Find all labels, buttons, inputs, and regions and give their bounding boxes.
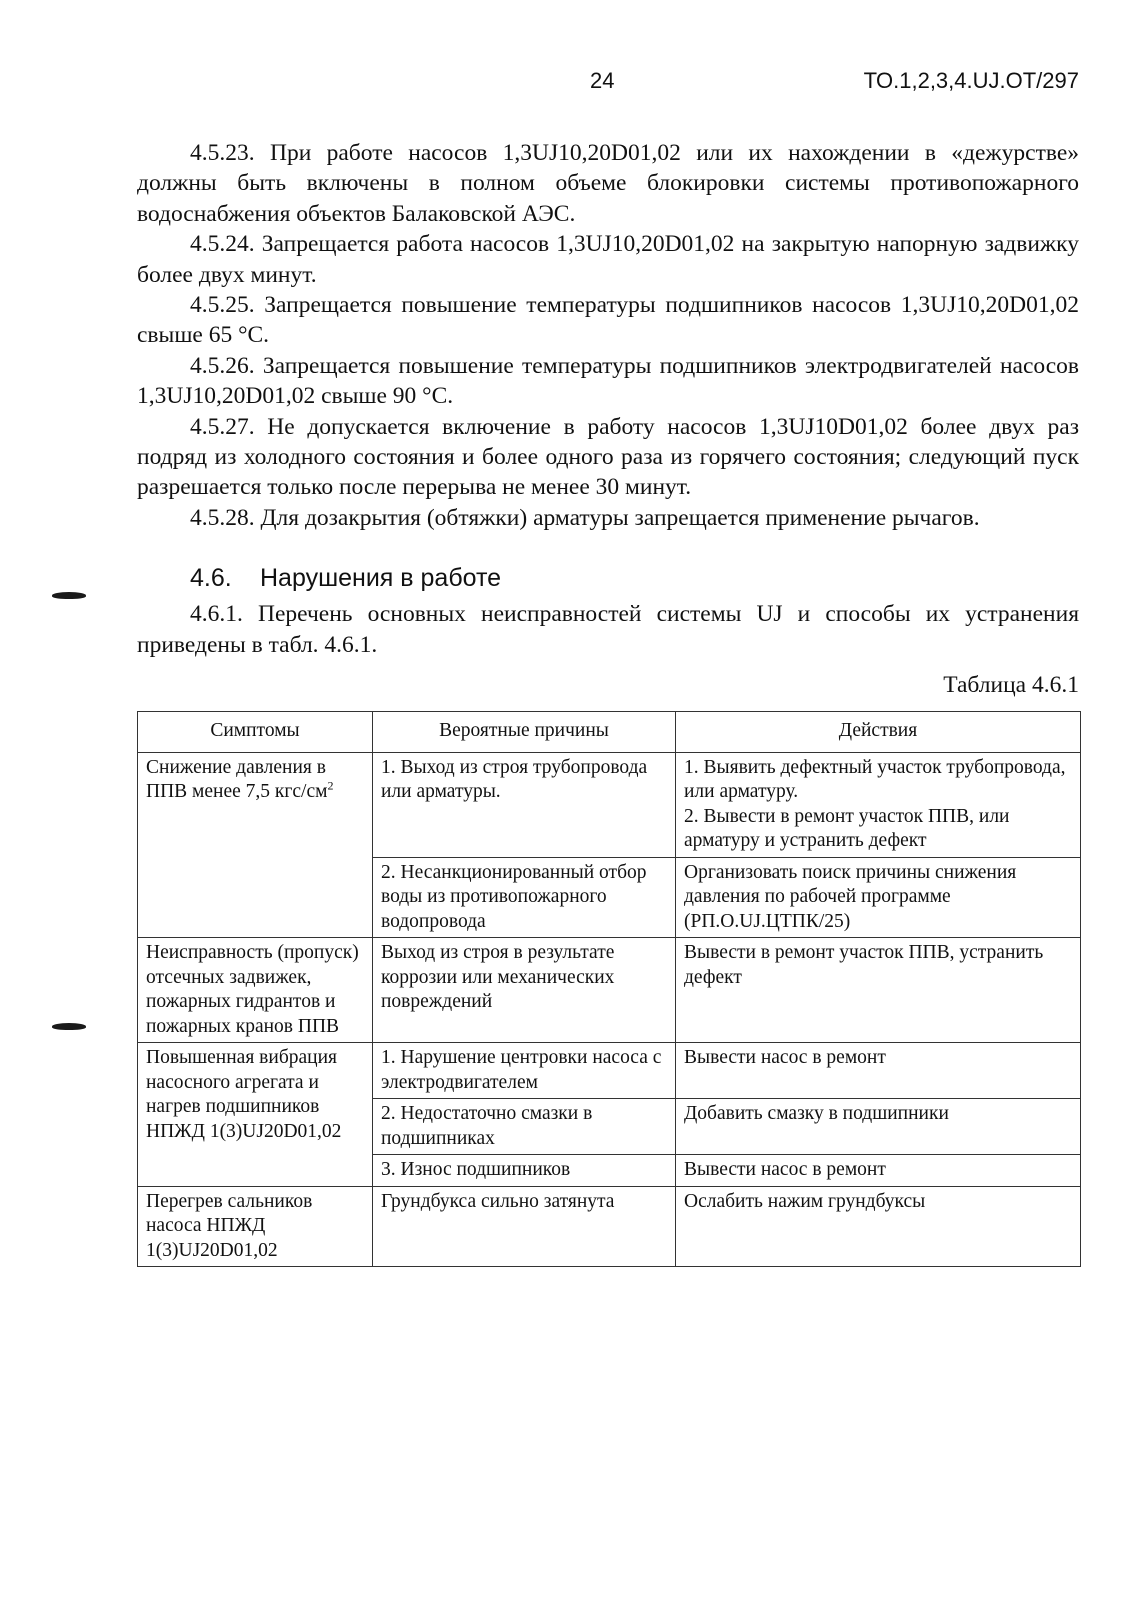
faults-table [137, 711, 1081, 1268]
cause-cell: 2. Недостаточно смазки в подшипниках [373, 1099, 676, 1155]
table-row [138, 1186, 1081, 1267]
action-cell: Добавить смазку в подшипники [676, 1099, 1081, 1155]
cause-cell: Грундбукса сильно затянута [373, 1186, 676, 1267]
symptom-cell: Перегрев сальников насоса НПЖД 1(3)UJ20D01,02 [138, 1186, 373, 1267]
column-header: Симптомы [138, 711, 373, 752]
table-row [138, 752, 1081, 857]
cause-cell: 3. Износ подшипников [373, 1155, 676, 1187]
paragraph: 4.5.25. Запрещается повышение температуры подшипников насосов 1,3UJ10,20D01,02 свыше 65 °С. [137, 292, 1079, 349]
action-cell: Вывести насос в ремонт [676, 1155, 1081, 1187]
document-body [137, 138, 1079, 1267]
cause-cell: Выход из строя в результате коррозии или механических повреждений [373, 938, 676, 1043]
paragraph: 4.5.27. Не допускается включение в работу насосов 1,3UJ10D01,02 более двух раз подряд из холодного состояния и более одного раза из горячего состояния; следующий пуск разрешается только после перерыва не менее 30 минут. [137, 413, 1079, 501]
table-row [138, 1043, 1081, 1099]
paragraph: 4.5.24. Запрещается работа насосов 1,3UJ10,20D01,02 на закрытую напорную задвижку более двух минут. [137, 231, 1079, 288]
table-caption: Таблица 4.6.1 [943, 672, 1079, 699]
section-heading [190, 563, 1079, 593]
action-cell: Ослабить нажим грундбуксы [676, 1186, 1081, 1267]
table-header-row [138, 711, 1081, 752]
action-step: 1. Выявить дефектный участок трубопровода, или арматуру. [684, 756, 1066, 802]
action-cell: Вывести в ремонт участок ППВ, устранить дефект [676, 938, 1081, 1043]
scan-mark [52, 1023, 86, 1030]
section-title: Нарушения в работе [260, 564, 502, 593]
cause-cell: 1. Нарушение центровки насоса с электродвигателем [373, 1043, 676, 1099]
symptom-cell: Неисправность (пропуск) отсечных задвижек, пожарных гидрантов и пожарных кранов ППВ [138, 938, 373, 1043]
page-number: 24 [590, 68, 615, 93]
cause-cell: 1. Выход из строя трубопровода или арматуры. [373, 752, 676, 857]
paragraph: 4.5.23. При работе насосов 1,3UJ10,20D01,02 или их нахождении в «дежурстве» должны быть включены в полном объеме блокировки системы противопожарного водоснабжения объектов Балаковской АЭС. [137, 140, 1079, 227]
paragraph: 4.5.28. Для дозакрытия (обтяжки) арматуры запрещается применение рычагов. [190, 504, 980, 531]
action-step: 2. Вывести в ремонт участок ППВ, или арматуру и устранить дефект [684, 805, 1010, 851]
action-cell: Вывести насос в ремонт [676, 1043, 1081, 1099]
action-cell: Организовать поиск причины снижения давления по рабочей программе (РП.О.UJ.ЦТПК/25) [676, 857, 1081, 938]
column-header: Вероятные причины [373, 711, 676, 752]
section-number: 4.6. [190, 564, 232, 593]
symptom-cell: Снижение давления в ППВ менее 7,5 кгс/$см^2$ [138, 752, 373, 938]
scan-mark [52, 592, 86, 599]
page-header [590, 68, 1079, 94]
column-header: Действия [676, 711, 1081, 752]
symptom-cell: Повышенная вибрация насосного агрегата и нагрев подшипников НПЖД 1(3)UJ20D01,02 [138, 1043, 373, 1187]
paragraph: 4.5.26. Запрещается повышение температуры подшипников электродвигателей насосов 1,3UJ10,20D01,02 свыше 90 °С. [137, 352, 1079, 410]
table-row [138, 938, 1081, 1043]
document-code: ТО.1,2,3,4.UJ.ОТ/297 [863, 68, 1079, 93]
section-intro: 4.6.1. Перечень основных неисправностей системы UJ и способы их устранения приведены в табл. 4.6.1. [137, 601, 1079, 658]
cause-cell: 2. Несанкционированный отбор воды из противопожарного водопровода [373, 857, 676, 938]
action-cell [676, 752, 1081, 857]
